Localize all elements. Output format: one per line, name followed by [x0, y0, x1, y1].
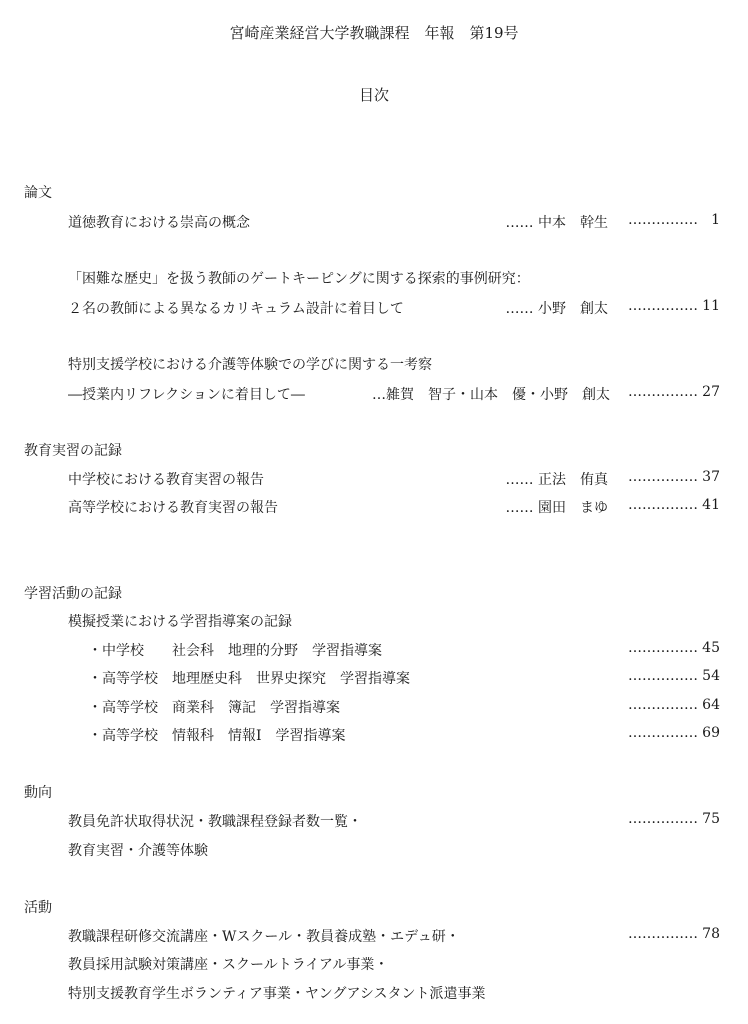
entry-author: …… 中本 幹生: [505, 215, 608, 231]
toc-entry: [0, 298, 748, 320]
section-title-doukou: 動向: [24, 785, 52, 801]
leader-dots: ……………: [628, 725, 698, 741]
toc-entry: [0, 469, 748, 491]
page-number: 11: [702, 298, 720, 314]
entry-title-line2: 教育実習・介護等体験: [68, 843, 208, 859]
subsection-label: 模擬授業における学習指導案の記録: [68, 614, 292, 630]
leader-dots: ……………: [628, 212, 698, 228]
entry-title: ―授業内リフレクションに着目して―: [68, 387, 305, 403]
entry-author: …… 正法 侑真: [505, 472, 608, 488]
leader-dots: ……………: [628, 811, 698, 827]
leader-dots: ……………: [628, 668, 698, 684]
page-number: 54: [702, 668, 720, 684]
page-number: 1: [711, 212, 720, 228]
section-title-ronbun: 論文: [24, 185, 52, 201]
entry-title-line1: 特別支援学校における介護等体験での学びに関する一考察: [68, 357, 432, 373]
entry-author: …雑賀 智子・山本 優・小野 創太: [372, 387, 610, 403]
entry-title: 教員免許状取得状況・教職課程登録者数一覧・: [68, 814, 362, 830]
entry-title: 道徳教育における崇高の概念: [68, 215, 250, 231]
page-number: 37: [702, 469, 720, 485]
entry-title-line3: 特別支援教育学生ボランティア事業・ヤングアシスタント派遣事業: [68, 986, 486, 1002]
toc-entry: [0, 212, 748, 234]
leader-dots: ……………: [628, 640, 698, 656]
toc-entry-line1: [0, 354, 748, 376]
page-number: 69: [702, 725, 720, 741]
subsection-title: [0, 611, 748, 633]
toc-entry: [0, 640, 748, 662]
entry-title: 高等学校における教育実習の報告: [68, 500, 278, 516]
leader-dots: ……………: [628, 384, 698, 400]
page-number: 27: [702, 384, 720, 400]
toc-entry: [0, 668, 748, 690]
entry-author: …… 園田 まゆ: [505, 500, 608, 516]
entry-title-line2: 教員採用試験対策講座・スクールトライアル事業・: [68, 957, 389, 973]
leader-dots: ……………: [628, 926, 698, 942]
page-number: 41: [702, 497, 720, 513]
toc-entry: [0, 725, 748, 747]
entry-title: 教職課程研修交流講座・Wスクール・教員養成塾・エデュ研・: [68, 929, 460, 945]
leader-dots: ……………: [628, 469, 698, 485]
entry-title: ２名の教師による異なるカリキュラム設計に着目して: [68, 301, 404, 317]
toc-entry: [0, 497, 748, 519]
entry-title: ・高等学校 商業科 簿記 学習指導案: [88, 700, 340, 716]
toc-heading: 目次: [358, 86, 389, 104]
entry-title: ・高等学校 情報科 情報Ⅰ 学習指導案: [88, 728, 346, 744]
leader-dots: ……………: [628, 298, 698, 314]
page-number: 64: [702, 697, 720, 713]
entry-title: ・高等学校 地理歴史科 世界史探究 学習指導案: [88, 671, 410, 687]
entry-title: ・中学校 社会科 地理的分野 学習指導案: [88, 643, 382, 659]
toc-entry-line2: [0, 954, 748, 976]
toc-entry: [0, 384, 748, 406]
page-number: 75: [702, 811, 720, 827]
journal-title: 宮崎産業経営大学教職課程 年報 第19号: [229, 24, 519, 42]
leader-dots: ……………: [628, 497, 698, 513]
toc-entry-line1: [0, 268, 748, 290]
leader-dots: ……………: [628, 697, 698, 713]
section-title-jisshu: 教育実習の記録: [24, 443, 122, 459]
page-number: 78: [702, 926, 720, 942]
entry-author: …… 小野 創太: [505, 301, 608, 317]
page-number: 45: [702, 640, 720, 656]
entry-title: 中学校における教育実習の報告: [68, 472, 264, 488]
entry-title-line1: 「困難な歴史」を扱う教師のゲートキーピングに関する探索的事例研究：: [68, 271, 530, 287]
section-title-katsudou: 活動: [24, 900, 52, 916]
toc-entry-line3: [0, 983, 748, 1005]
toc-entry: [0, 697, 748, 719]
toc-entry: [0, 926, 748, 948]
section-title-gakushu: 学習活動の記録: [24, 586, 122, 602]
toc-entry-line2: [0, 840, 748, 862]
toc-entry: [0, 811, 748, 833]
